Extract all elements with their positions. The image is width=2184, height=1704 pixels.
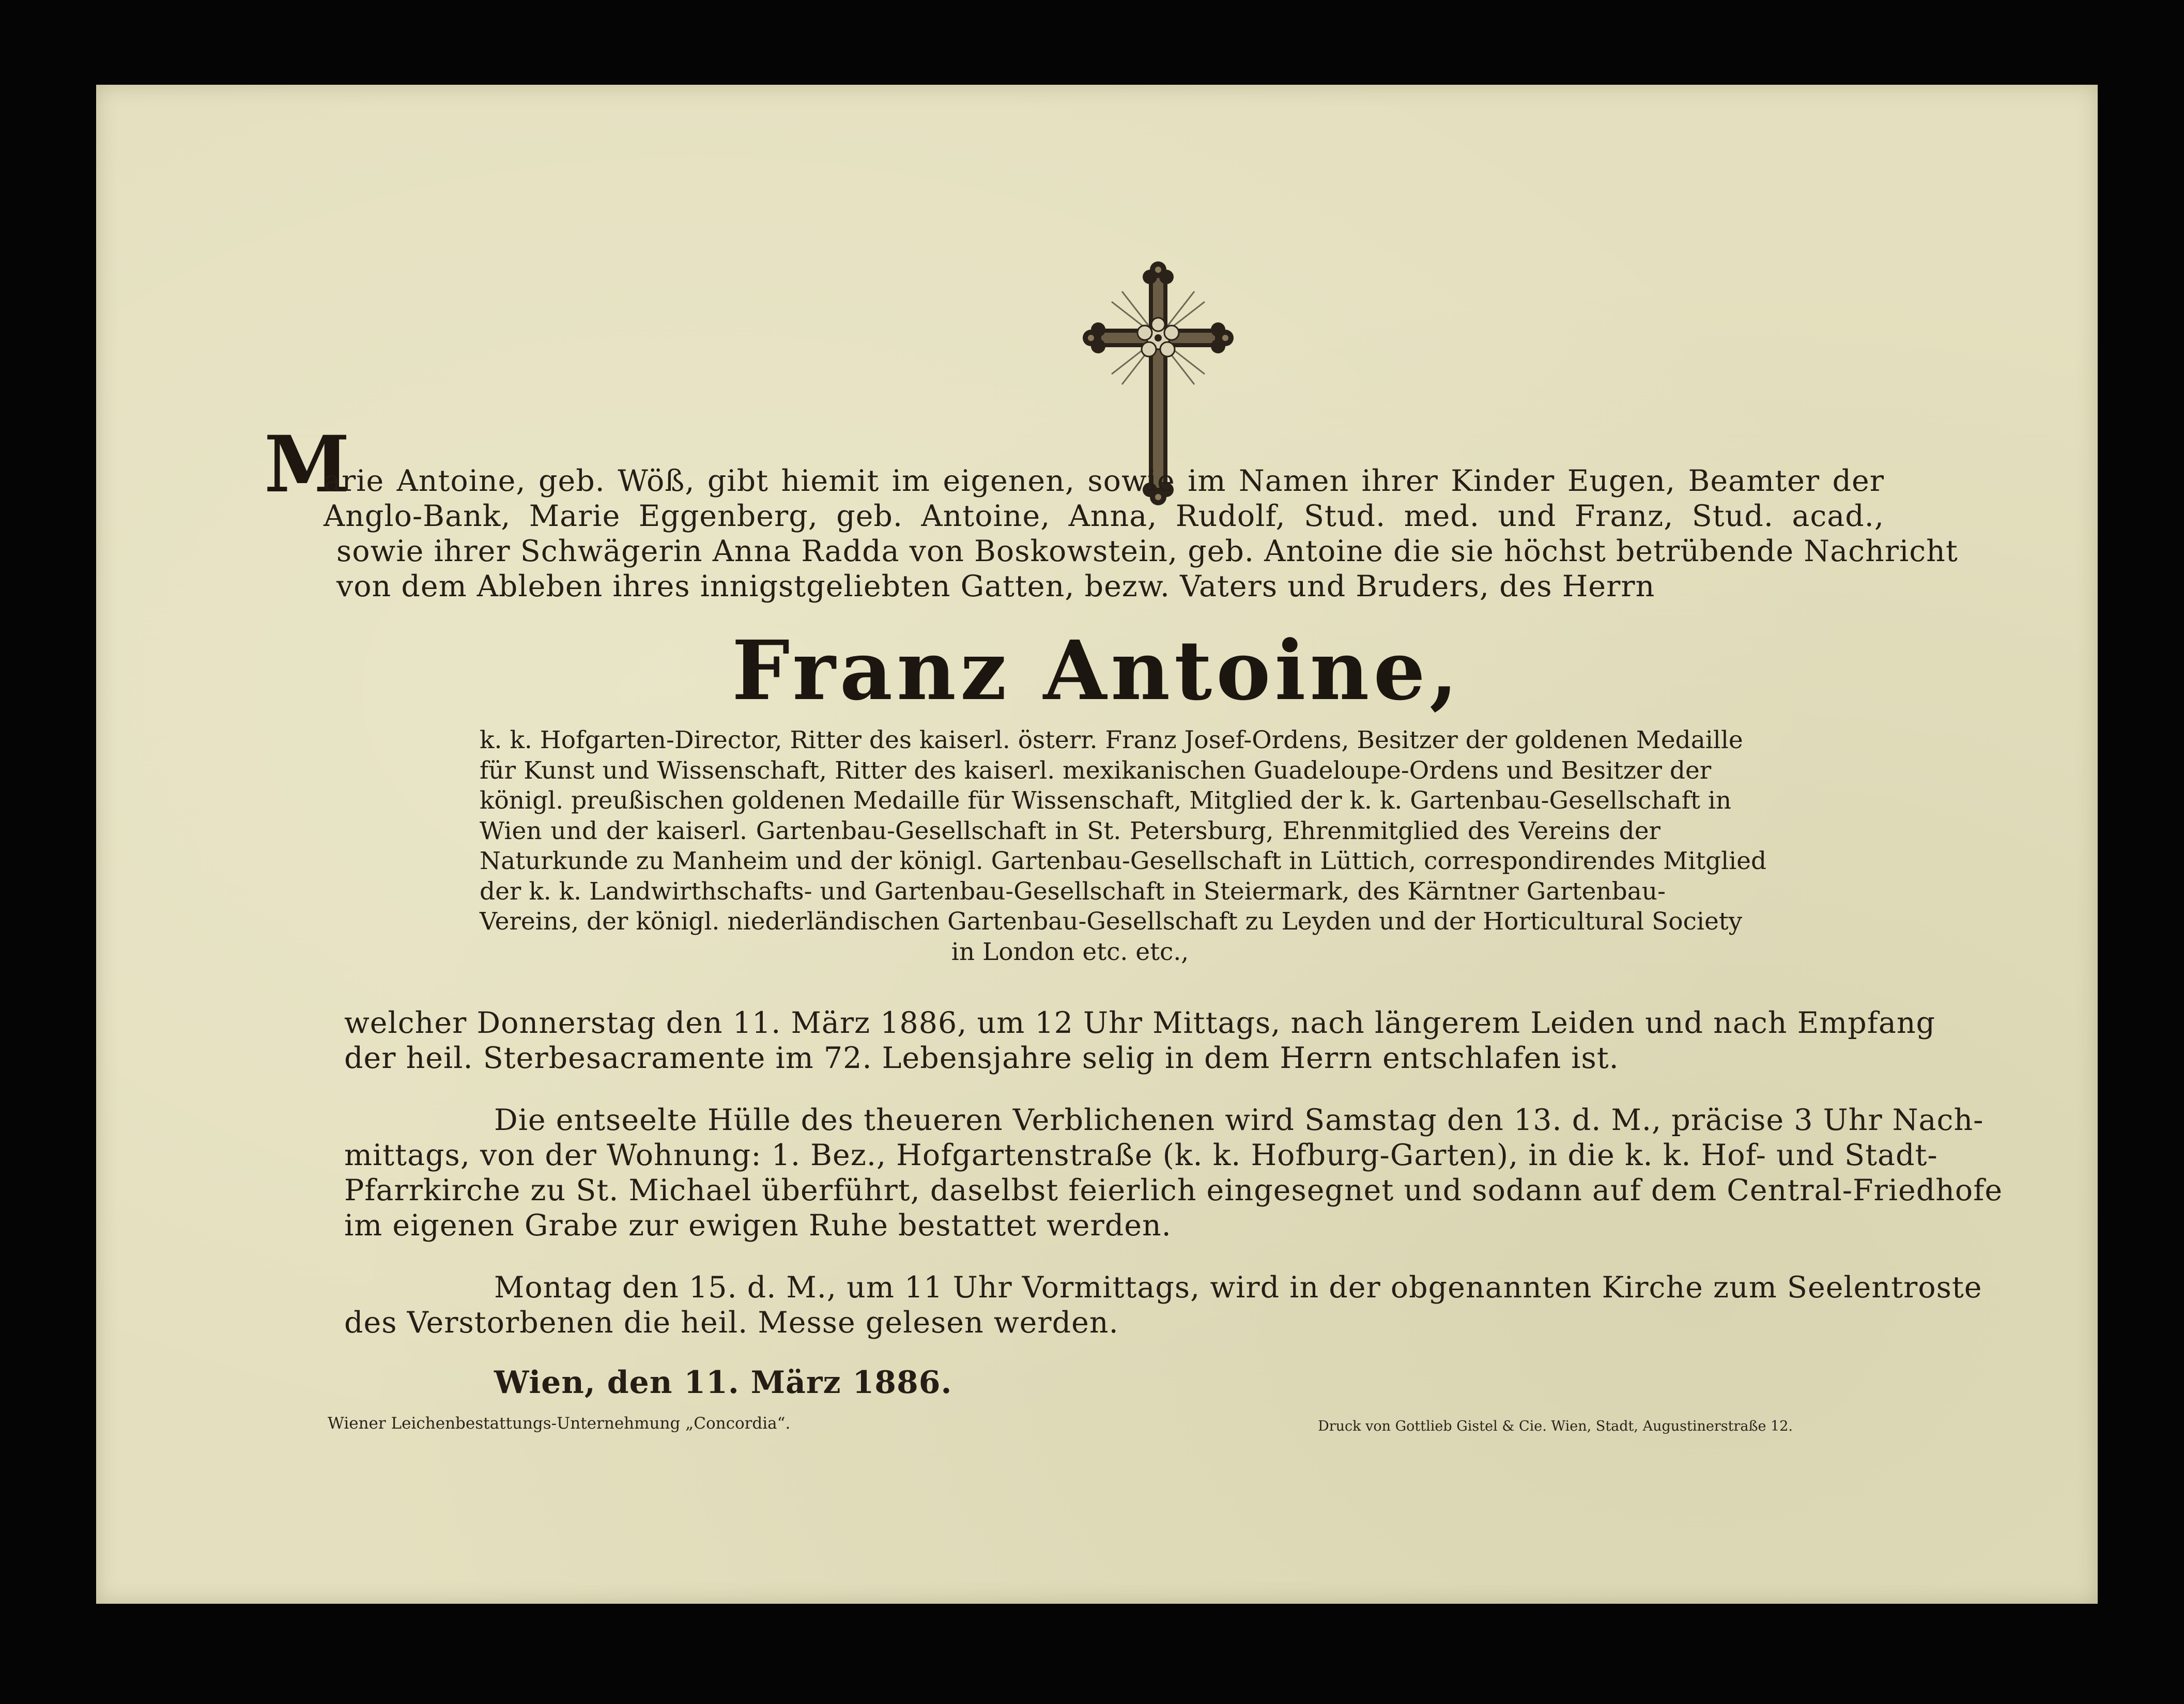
drop-cap: M <box>264 419 350 510</box>
titles-line: königl. preußischen goldenen Medaille für Wissenschaft, Mitglied der k. k. Gartenbau-Gesellschaft in <box>480 786 1732 815</box>
deceased-name: Franz Antoine, <box>732 623 1462 719</box>
intro-line-2: Anglo-Bank, Marie Eggenberg, geb. Antoine, Anna, Rudolf, Stud. med. und Franz, Stud. acad., <box>324 499 1884 533</box>
obituary-sheet <box>96 85 2098 1604</box>
death-line-1: welcher Donnerstag den 11. März 1886, um 12 Uhr Mittags, nach längerem Leiden und nach Empfang <box>344 1006 1936 1040</box>
printer-imprint: Druck von Gottlieb Gistel & Cie. Wien, Stadt, Augustinerstraße 12. <box>1318 1418 1793 1434</box>
titles-line: k. k. Hofgarten-Director, Ritter des kaiserl. österr. Franz Josef-Ordens, Besitzer der goldenen Medaille <box>480 726 1743 754</box>
dateline: Wien, den 11. März 1886. <box>494 1365 952 1401</box>
titles-line: Wien und der kaiserl. Gartenbau-Gesellschaft in St. Petersburg, Ehrenmitglied des Vereins der <box>480 816 1660 845</box>
titles-line: für Kunst und Wissenschaft, Ritter des kaiserl. mexikanischen Guadeloupe-Ordens und Besitzer der <box>480 756 1712 785</box>
funeral-line-3: Pfarrkirche zu St. Michael überführt, daselbst feierlich eingesegnet und sodann auf dem Central-Friedhofe <box>344 1173 2003 1207</box>
titles-line: Naturkunde zu Manheim und der königl. Gartenbau-Gesellschaft in Lüttich, correspondirendes Mitglied <box>480 847 1767 875</box>
titles-line: der k. k. Landwirthschafts- und Gartenbau-Gesellschaft in Steiermark, des Kärntner Gartenbau- <box>480 877 1666 906</box>
intro-line-1: arie Antoine, geb. Wöß, gibt hiemit im eigenen, sowie im Namen ihrer Kinder Eugen, Beamter der <box>324 464 1884 498</box>
funeral-line-2: mittags, von der Wohnung: 1. Bez., Hofgartenstraße (k. k. Hofburg-Garten), in die k. k. Hof- und Stadt- <box>344 1138 1938 1172</box>
funeral-line-4: im eigenen Grabe zur ewigen Ruhe bestattet werden. <box>344 1209 1172 1243</box>
titles-line: in London etc. etc., <box>951 937 1189 966</box>
titles-block <box>480 725 1767 967</box>
death-line-2: der heil. Sterbesacramente im 72. Lebensjahre selig in dem Herrn entschlafen ist. <box>344 1041 1619 1075</box>
intro-line-3: sowie ihrer Schwägerin Anna Radda von Boskowstein, geb. Antoine die sie höchst betrübende Nachricht <box>336 534 1958 568</box>
titles-line: Vereins, der königl. niederländischen Gartenbau-Gesellschaft zu Leyden und der Horticultural Society <box>480 907 1743 936</box>
funeral-line-1: Die entseelte Hülle des theueren Verblichenen wird Samstag den 13. d. M., präcise 3 Uhr Nach- <box>494 1103 1984 1137</box>
intro-line-4: von dem Ableben ihres innigstgeliebten Gatten, bezw. Vaters und Bruders, des Herrn <box>336 569 1655 603</box>
funeral-company-imprint: Wiener Leichenbestattungs-Unternehmung „Concordia“. <box>328 1414 791 1433</box>
mass-line-2: des Verstorbenen die heil. Messe gelesen werden. <box>344 1306 1119 1340</box>
mass-line-1: Montag den 15. d. M., um 11 Uhr Vormittags, wird in der obgenannten Kirche zum Seelentroste <box>494 1271 1982 1305</box>
